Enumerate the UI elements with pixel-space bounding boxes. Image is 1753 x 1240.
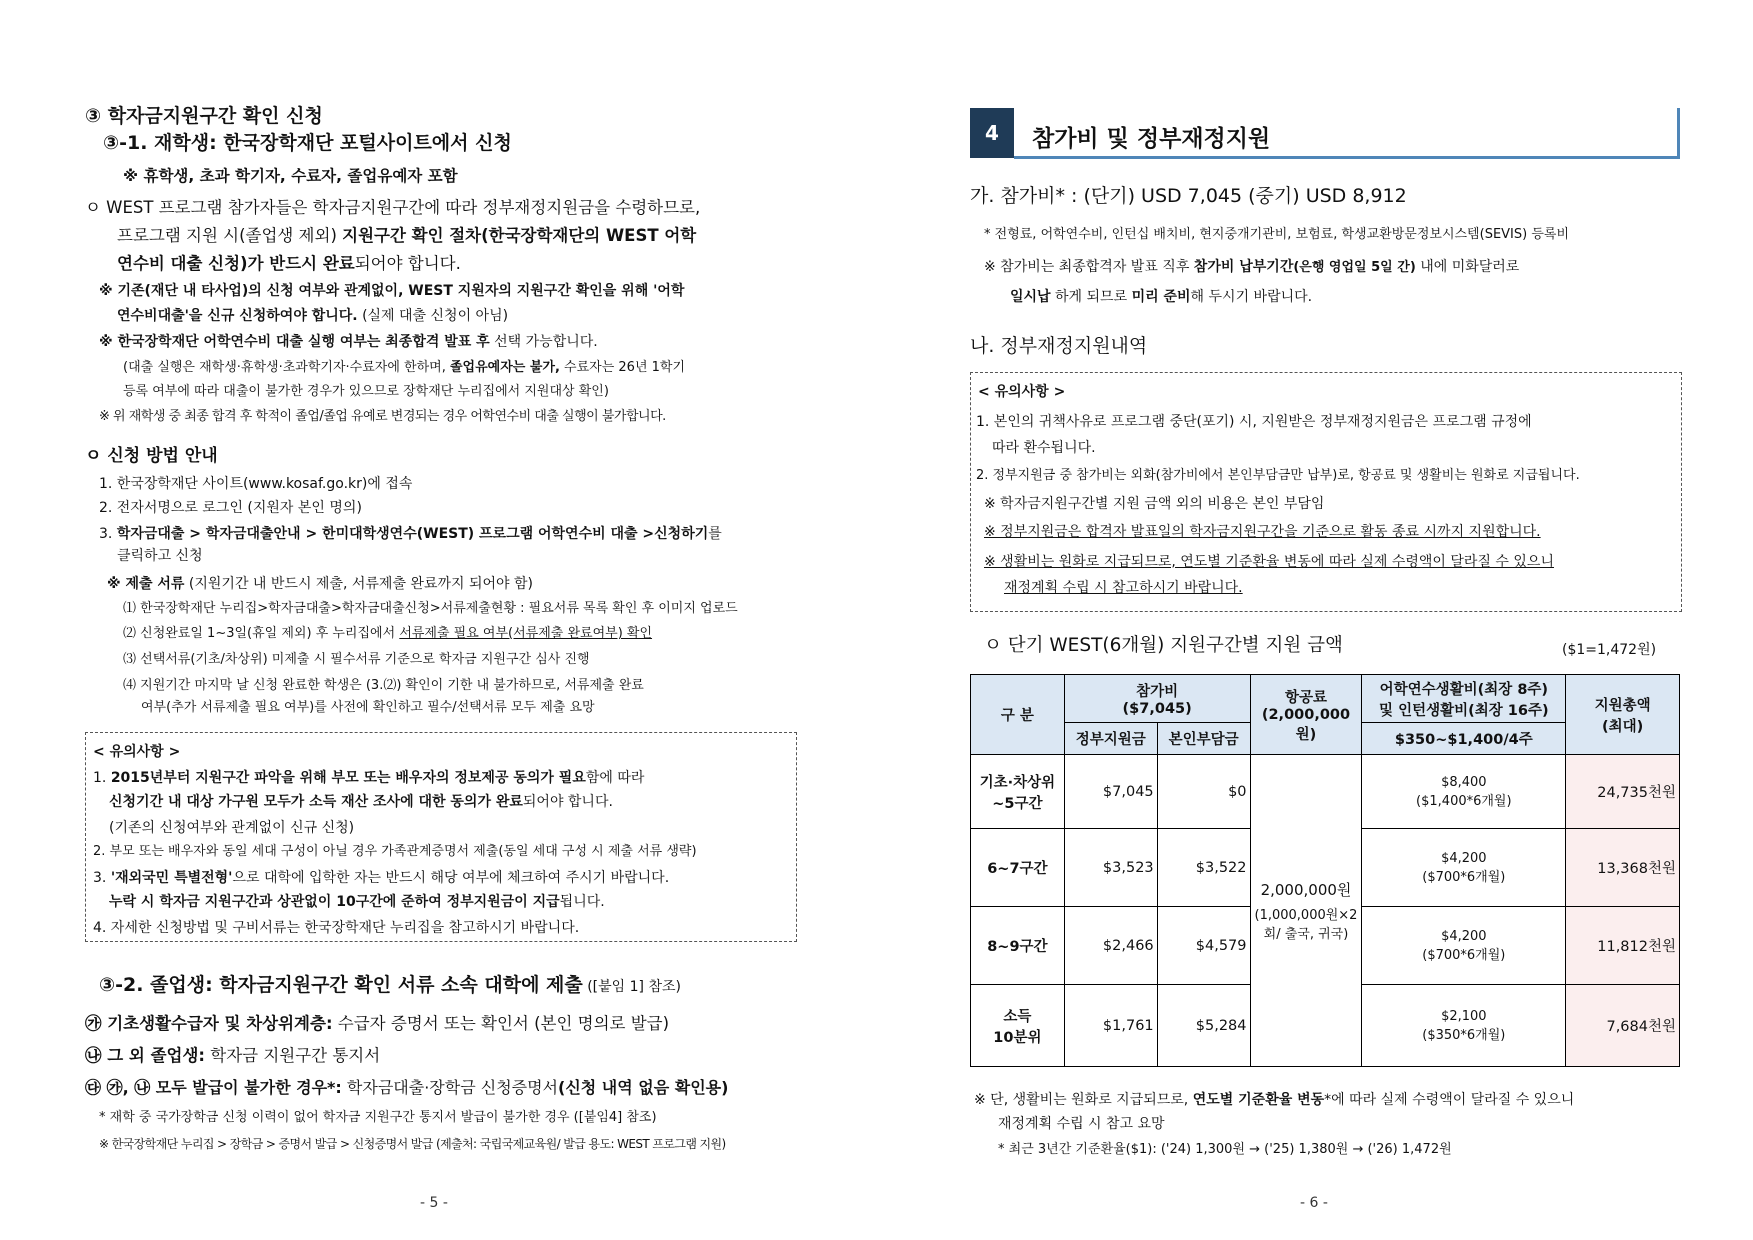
grad-note-2: ※ 한국장학재단 누리집 > 장학금 > 증명서 발급 > 신청증명서 발급 (제출처: 국립국제교육원/ 발급 용도: WEST 프로그램 지원) (99, 1137, 726, 1151)
page-6 (970, 0, 1680, 1240)
grad-item-a: ㉮ 기초생활수급자 및 차상위계층: 수급자 증명서 또는 확인서 (본인 명의로 발급) (85, 1014, 670, 1033)
th-airfare: 항공료 (2,000,000원) (1250, 675, 1362, 755)
caution-2: 2. 부모 또는 배우자와 동일 세대 구성이 아닐 경우 가족관계증명서 제출(동일 세대 구성 시 제출 서류 생략) (93, 844, 697, 859)
fee-note-2: ※ 참가비는 최종합격자 발표 직후 참가비 납부기간(은행 영업일 5일 간) 내에 미화달러로 (984, 259, 1520, 275)
row-living: $4,200 ($700*6개월) (1362, 829, 1566, 907)
section-title: 참가비 및 정부재정지원 (1032, 126, 1271, 152)
method-step-1: 1. 한국장학재단 사이트(www.kosaf.go.kr)에 접속 (99, 476, 413, 492)
fee-note-1: * 전형료, 어학연수비, 인턴십 배치비, 현지중개기관비, 보험료, 학생교환방문정보시스템(SEVIS) 등록비 (984, 227, 1570, 242)
row-gov: $3,523 (1064, 829, 1157, 907)
caution-3b: 누락 시 학자금 지원구간과 상관없이 10구간에 준하여 정부지원금이 지급됩니다. (109, 894, 605, 910)
method-title: ㅇ 신청 방법 안내 (85, 446, 218, 466)
doc-item-1: ⑴ 한국장학재단 누리집>학자금대출>학자금대출신청>서류제출현황 : 필요서류 목록 확인 후 이미지 업로드 (123, 601, 738, 616)
right-caution-5b: 재정계획 수립 시 참고하시기 바랍니다. (1004, 580, 1243, 596)
caution-4: 4. 자세한 신청방법 및 구비서류는 한국장학재단 누리집을 참고하시기 바랍니다. (93, 920, 580, 936)
section-underline (1014, 156, 1680, 159)
footnote-1: ※ 단, 생활비는 원화로 지급되므로, 연도별 기준환율 변동*에 따라 실제 수령액이 달라질 수 있으니 (974, 1092, 1575, 1108)
caution-1c: (기존의 신청여부와 관계없이 신규 신청) (109, 820, 355, 836)
row-group: 8~9구간 (971, 907, 1065, 985)
footnote-1b: 재정계획 수립 시 참고 요망 (998, 1116, 1165, 1132)
row-self: $5,284 (1157, 985, 1250, 1067)
gov-title: 나. 정부재정지원내역 (970, 335, 1148, 357)
page-number-right: - 6 - (1300, 1195, 1328, 1211)
caution-title-left: < 유의사항 > (93, 744, 181, 760)
th-total: 지원총액 (최대) (1566, 675, 1680, 755)
caution-3: 3. '재외국민 특별전형'으로 대학에 입학한 자는 반드시 해당 여부에 체크하여 주시기 바랍니다. (93, 870, 670, 886)
page-5 (85, 0, 800, 1240)
right-caution-3: ※ 학자금지원구간별 지원 금액 외의 비용은 본인 부담임 (984, 496, 1325, 512)
subheading-3-2: ③-2. 졸업생: 학자금지원구간 확인 서류 소속 대학에 제출 ([붙임 1] 참조) (99, 974, 681, 996)
th-living: 어학연수생활비(최장 8주) 및 인턴생활비(최장 16주) (1362, 675, 1566, 723)
grad-item-c: ㉰ ㉮, ㉯ 모두 발급이 불가한 경우*: 학자금대출·장학금 신청증명서(신청 내역 없음 확인용) (85, 1078, 729, 1097)
row-group: 6~7구간 (971, 829, 1065, 907)
right-caution-1: 1. 본인의 귀책사유로 프로그램 중단(포기) 시, 지원받은 정부재정지원금은 프로그램 규정에 (976, 414, 1532, 430)
caution-box-right (970, 372, 1682, 612)
method-step-2: 2. 전자서명으로 로그인 (지원자 본인 명의) (99, 500, 362, 516)
note-graduate: ※ 위 재학생 중 최종 합격 후 학적이 졸업/졸업 유예로 변경되는 경우 어학연수비 대출 실행이 불가합니다. (99, 409, 666, 424)
note-loan-exec-2: (대출 실행은 재학생·휴학생·초과학기자·수료자에 한하며, 졸업유예자는 불가, 수료자는 26년 1학기 (123, 360, 686, 375)
row-total: 7,684천원 (1566, 985, 1680, 1067)
support-table (970, 674, 1680, 1067)
th-living-range: $350~$1,400/4주 (1362, 723, 1566, 755)
note-loan-exec-3: 등록 여부에 따라 대출이 불가한 경우가 있으므로 장학재단 누리집에서 지원대상 확인) (123, 384, 609, 399)
table-rate: ($1=1,472원) (1562, 642, 1657, 658)
row-total: 24,735천원 (1566, 755, 1680, 829)
doc-item-4: ⑷ 지원기간 마지막 날 신청 완료한 학생은 (3.⑵) 확인이 기한 내 불가하므로, 서류제출 완료 (123, 678, 644, 693)
row-living: $8,400 ($1,400*6개월) (1362, 755, 1566, 829)
row-total: 13,368천원 (1566, 829, 1680, 907)
para-west: ㅇ WEST 프로그램 참가자들은 학자금지원구간에 따라 정부재정지원금을 수령하므로, (85, 198, 701, 217)
caution-1: 1. 2015년부터 지원구간 파악을 위해 부모 또는 배우자의 정보제공 동의가 필요함에 따라 (93, 770, 645, 786)
section-heading-3: ③ 학자금지원구간 확인 신청 (85, 105, 323, 127)
caution-1b: 신청기간 내 대상 가구원 모두가 소득 재산 조사에 대한 동의가 완료되어야 합니다. (109, 794, 613, 810)
row-group: 기초·차상위 ~5구간 (971, 755, 1065, 829)
row-gov: $2,466 (1064, 907, 1157, 985)
footnote-2: * 최근 3년간 기준환율($1): ('24) 1,300원 → ('25) 1,380원 → ('26) 1,472원 (998, 1142, 1452, 1157)
section-right-border (1677, 108, 1680, 158)
row-self: $0 (1157, 755, 1250, 829)
note-include: ※ 휴학생, 초과 학기자, 수료자, 졸업유예자 포함 (123, 167, 458, 185)
row-living: $2,100 ($350*6개월) (1362, 985, 1566, 1067)
para-west-3: 연수비 대출 신청)가 반드시 완료되어야 합니다. (117, 254, 461, 273)
right-caution-4: ※ 정부지원금은 합격자 발표일의 학자금지원구간을 기준으로 활동 종료 시까지 지원합니다. (984, 524, 1541, 540)
row-living: $4,200 ($700*6개월) (1362, 907, 1566, 985)
subheading-3-1: ③-1. 재학생: 한국장학재단 포털사이트에서 신청 (103, 132, 512, 154)
grad-note-1: * 재학 중 국가장학금 신청 이력이 없어 학자금 지원구간 통지서 발급이 불가한 경우 ([붙임4] 참조) (99, 1110, 657, 1125)
table-title: ㅇ 단기 WEST(6개월) 지원구간별 지원 금액 (984, 635, 1343, 656)
right-caution-5: ※ 생활비는 원화로 지급되므로, 연도별 기준환율 변동에 따라 실제 수령액이 달라질 수 있으니 (984, 554, 1554, 570)
row-total: 11,812천원 (1566, 907, 1680, 985)
grad-item-b: ㉯ 그 외 졸업생: 학자금 지원구간 통지서 (85, 1046, 381, 1065)
row-group: 소득 10분위 (971, 985, 1065, 1067)
section-header-4 (970, 108, 1680, 160)
doc-item-4b: 여부(추가 서류제출 필요 여부)를 사전에 확인하고 필수/선택서류 모두 제출 요망 (141, 700, 595, 715)
row-self: $4,579 (1157, 907, 1250, 985)
section-number: 4 (970, 108, 1014, 158)
airfare-cell: 2,000,000원 (1,000,000원×2 회/ 출국, 귀국) (1250, 755, 1362, 1067)
row-self: $3,522 (1157, 829, 1250, 907)
th-self: 본인부담금 (1157, 723, 1250, 755)
note-existing-2: 연수비대출'을 신규 신청하여야 합니다. (실제 대출 신청이 아님) (117, 308, 509, 324)
caution-title-right: < 유의사항 > (978, 384, 1066, 400)
row-gov: $7,045 (1064, 755, 1157, 829)
right-caution-1b: 따라 환수됩니다. (992, 440, 1096, 456)
fee-note-3: 일시납 하게 되므로 미리 준비해 두시기 바랍니다. (1010, 289, 1313, 305)
th-gov: 정부지원금 (1064, 723, 1157, 755)
th-fee: 참가비 ($7,045) (1064, 675, 1250, 723)
doc-item-3: ⑶ 선택서류(기초/차상위) 미제출 시 필수서류 기준으로 학자금 지원구간 심사 진행 (123, 652, 590, 667)
docs-title: ※ 제출 서류 (지원기간 내 반드시 제출, 서류제출 완료까지 되어야 함) (107, 576, 533, 592)
para-west-2: 프로그램 지원 시(졸업생 제외) 지원구간 확인 절차(한국장학재단의 WEST 어학 (117, 226, 697, 245)
doc-item-2: ⑵ 신청완료일 1~3일(휴일 제외) 후 누리집에서 서류제출 필요 여부(서류제출 완료여부) 확인 (123, 626, 653, 641)
table-row (971, 755, 1680, 829)
note-existing: ※ 기존(재단 내 타사업)의 신청 여부와 관계없이, WEST 지원자의 지원구간 확인을 위해 '어학 (99, 283, 685, 299)
method-step-3b: 클릭하고 신청 (117, 548, 203, 564)
row-gov: $1,761 (1064, 985, 1157, 1067)
method-step-3: 3. 학자금대출 > 학자금대출안내 > 한미대학생연수(WEST) 프로그램 어학연수비 대출 >신청하기를 (99, 526, 722, 542)
th-group: 구 분 (971, 675, 1065, 755)
page-number-left: - 5 - (420, 1195, 448, 1211)
right-caution-2: 2. 정부지원금 중 참가비는 외화(참가비에서 본인부담금만 납부)로, 항공료 및 생활비는 원화로 지급됩니다. (976, 468, 1580, 483)
note-loan-exec: ※ 한국장학재단 어학연수비 대출 실행 여부는 최종합격 발표 후 선택 가능합니다. (99, 334, 598, 350)
fee-title: 가. 참가비* : (단기) USD 7,045 (중기) USD 8,912 (970, 185, 1407, 207)
